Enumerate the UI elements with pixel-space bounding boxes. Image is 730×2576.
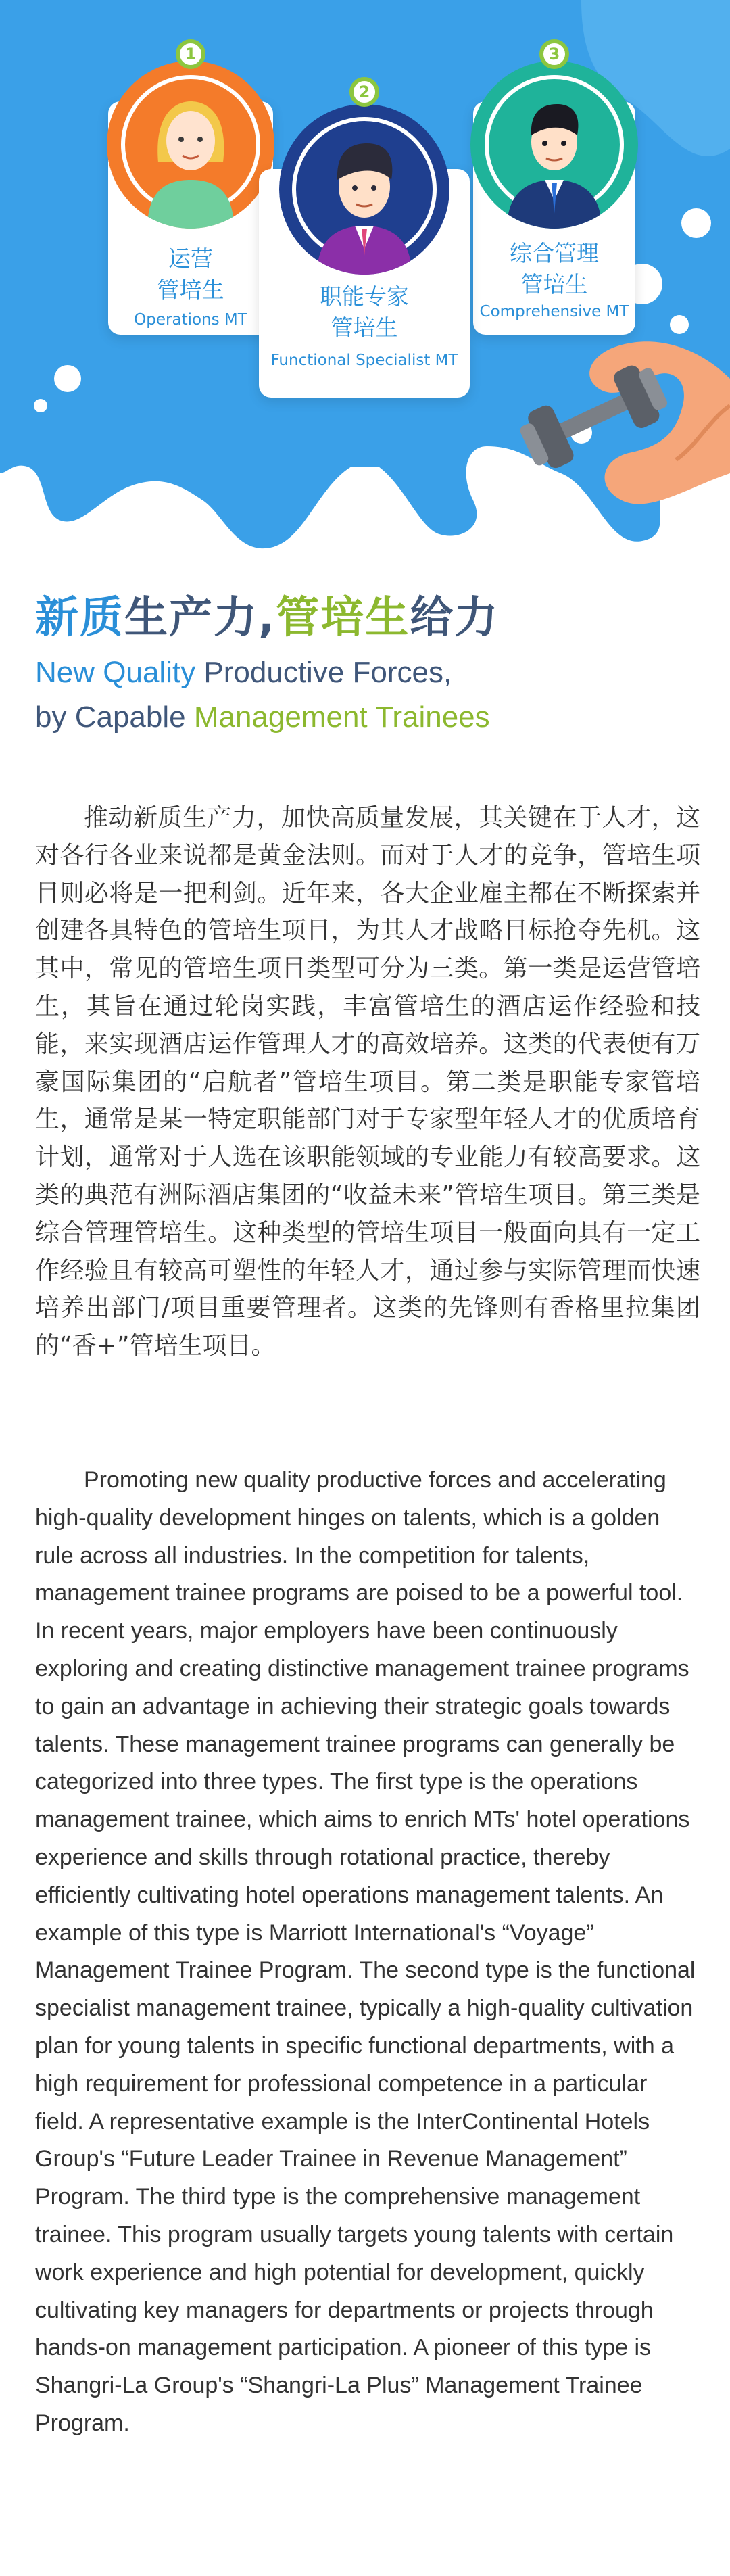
badge-number: 2 (349, 77, 379, 107)
badge-number: 1 (176, 39, 205, 69)
card-title-en: Operations MT (134, 311, 247, 329)
businessman-avatar-icon (279, 104, 449, 275)
card-title-cn-line1: 职能专家 (320, 283, 409, 310)
heading-cn-part2: 生产力, (124, 593, 276, 643)
heading-en-part1: New Quality (35, 656, 196, 689)
card-functional-specialist-mt (259, 82, 470, 398)
heading-en-part2: Productive Forces, (195, 656, 452, 689)
body-paragraph-en: Promoting new quality productive forces and accelerating high-quality development hinges on talents, which is a golden rule across all industries. In the competition for talents, management trainee programs are poised to be a powerful tool. In recent years, major employers have been continuously exploring and creating distinctive management trainee programs to gain an advantage in achieving their strategic goals towards talents. These management trainee programs can generally be categorized into three types. The first type is the operations management trainee, which aims to enrich MTs' hotel operations experience and skills through rotational practice, thereby efficiently cultivating hotel operations management talents. An example of this type is Marriott International's “Voyage” Management Trainee Program. The second type is the functional specialist management trainee, typically a high-quality cultivation plan for young talents in specific functional departments, with a high requirement for professional competence in a particular field. A representative example is the InterContinental Hotels Group's “Future Leader Trainee in Revenue Management” Program. The third type is the comprehensive management trainee. This program usually targets young talents with certain work experience and high potential for development, quickly cultivating key managers for departments or projects through hands-on management participation. A pioneer of this type is Shangri-La Group's “Shangri-La Plus” Management Trainee Program. (35, 1467, 696, 2436)
card-title-cn (259, 281, 470, 371)
heading-en-line2 (35, 695, 490, 740)
droplet (670, 315, 689, 334)
manager-avatar-icon (470, 61, 638, 229)
body-paragraph-cn: 推动新质生产力，加快高质量发展，其关键在于人才，这对各行各业来说都是黄金法则。而对于人才的竞争，管培生项目则必将是一把利剑。近年来，各大企业雇主都在不断探索并创建各具特色的管培生项目，为其人才战略目标抢夺先机。这其中，常见的管培生项目类型可分为三类。第一类是运营管培生，其旨在通过轮岗实践，丰富管培生的酒店运作经验和技能，来实现酒店运作管理人才的高效培养。这类的代表便有万豪国际集团的“启航者”管培生项目。第二类是职能专家管培生，通常是某一特定职能部门对于专家型年轻人才的优质培育计划，通常对于人选在该职能领域的专业能力有较高要求。这类的典范有洲际酒店集团的“收益未来”管培生项目。第三类是综合管理管培生。这种类型的管培生项目一般面向具有一定工作经验且有较高可塑性的年轻人才，通过参与实际管理而快速培养出部门/项目重要管理者。这类的先锋则有香格里拉集团的“香+”管培生项目。 (35, 804, 700, 1360)
heading-en (35, 650, 490, 740)
droplet (34, 399, 47, 412)
heading-en-line1 (35, 650, 490, 695)
card-title-cn-line2: 管培生 (157, 277, 224, 303)
heading-cn-part4: 给力 (410, 593, 500, 643)
card-title-cn (108, 243, 273, 330)
droplet (54, 365, 81, 392)
heading-en-part4: Management Trainees (193, 700, 490, 734)
card-comprehensive-mt (473, 45, 635, 335)
heading-cn (35, 583, 499, 645)
droplet (350, 492, 366, 508)
droplet (681, 208, 711, 238)
card-title-cn (473, 238, 635, 322)
heading-en-part3: by Capable (35, 700, 194, 734)
avatar-operations (107, 61, 274, 229)
card-title-en: Functional Specialist MT (270, 352, 458, 369)
avatar-functional (279, 104, 449, 275)
card-title-cn-line1: 运营 (168, 245, 213, 272)
card-operations-mt (108, 45, 273, 335)
card-title-cn-line2: 管培生 (520, 271, 588, 297)
woman-avatar-icon (107, 61, 274, 229)
card-title-en: Comprehensive MT (479, 303, 629, 320)
heading-cn-part3: 管培生 (276, 593, 410, 643)
badge-number: 3 (539, 39, 569, 69)
card-title-cn-line1: 综合管理 (510, 240, 599, 266)
heading-cn-part1: 新质 (35, 593, 124, 643)
avatar-comprehensive (470, 61, 638, 229)
card-title-cn-line2: 管培生 (331, 314, 398, 341)
